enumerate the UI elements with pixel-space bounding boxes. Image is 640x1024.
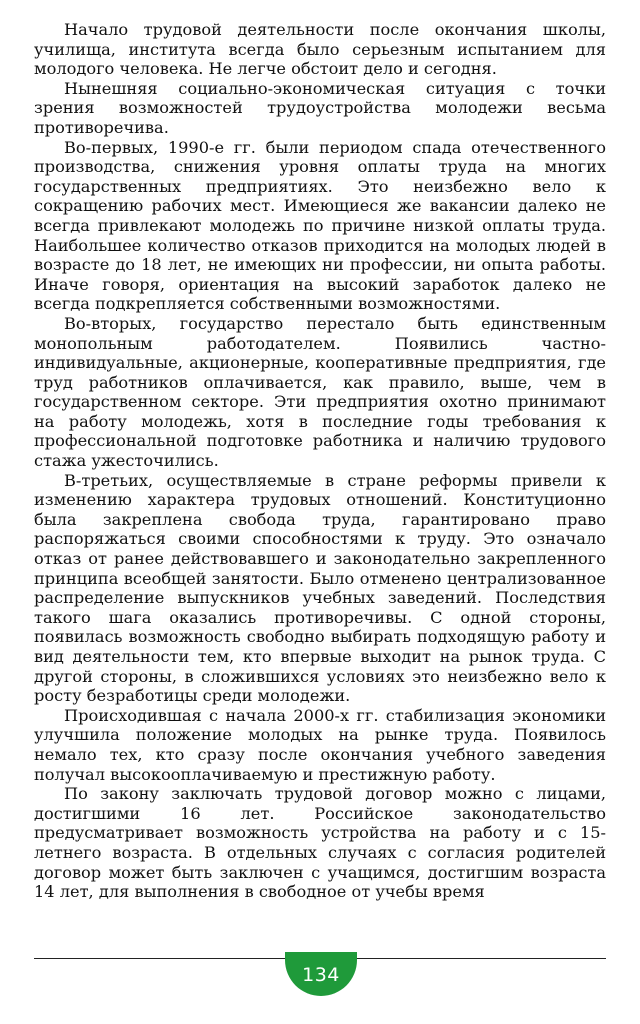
paragraph-5: В-третьих, осуществляемые в стране реформы привели к изменению характера трудовых отношений. Конституционно была закреплена свобода труда, гарантировано право распоряжаться своими способностями к труду. Это означало отказ от ранее действовавшего и законодательно закрепленного принципа всеобщей занятости. Было отменено централизованное распределение выпускников учебных заведений. Последствия такого шага оказались противоречивы. С одной стороны, появилась возможность свободно выбирать подходящую работу и вид деятельности тем, кто впервые выходит на рынок труда. С другой стороны, в сложившихся условиях это неизбежно вело к росту безработицы среди молодежи. xyxy=(34,470,606,706)
paragraph-4: Во-вторых, государство перестало быть единственным монопольным работодателем. Появились частно-индивидуальные, акционерные, кооперативные предприятия, где труд работников оплачивается, как правило, выше, чем в государственном секторе. Эти предприятия охотно принимают на работу молодежь, хотя в последние годы требования к профессиональной подготовке работника и наличию трудового стажа ужесточились. xyxy=(34,313,606,471)
paragraph-3: Во-первых, 1990-е гг. были периодом спада отечественного производства, снижения уровня оплаты труда на многих государственных предприятиях. Это неизбежно вело к сокращению рабочих мест. Имеющиеся же вакансии далеко не всегда привлекают молодежь по причине низкой оплаты труда. Наибольшее количество отказов приходится на молодых людей в возрасте до 18 лет, не имеющих ни профессии, ни опыта работы. Иначе говоря, ориентация на высокий заработок далеко не всегда подкрепляется собственными возможностями. xyxy=(34,137,606,314)
page-number-badge xyxy=(285,952,357,996)
paragraph-2: Нынешняя социально-экономическая ситуация с точки зрения возможностей трудоустройства молодежи весьма противоречива. xyxy=(34,78,606,137)
page-body xyxy=(34,20,606,902)
paragraph-1: Начало трудовой деятельности после окончания школы, училища, института всегда было серьезным испытанием для молодого человека. Не легче обстоит дело и сегодня. xyxy=(34,20,606,79)
paragraph-7: По закону заключать трудовой договор можно с лицами, достигшими 16 лет. Российское законодательство предусматривает возможность устройства на работу и с 15-летнего возраста. В отдельных случаях с согласия родителей договор может быть заключен с учащимся, достигшим возраста 14 лет, для выполнения в свободное от учебы время xyxy=(34,784,606,902)
paragraph-6: Происходившая с начала 2000-х гг. стабилизация экономики улучшила положение молодых на рынке труда. Появилось немало тех, кто сразу после окончания учебного заведения получал высокооплачиваемую и престижную работу. xyxy=(34,705,606,784)
page-number: 134 xyxy=(302,964,340,986)
